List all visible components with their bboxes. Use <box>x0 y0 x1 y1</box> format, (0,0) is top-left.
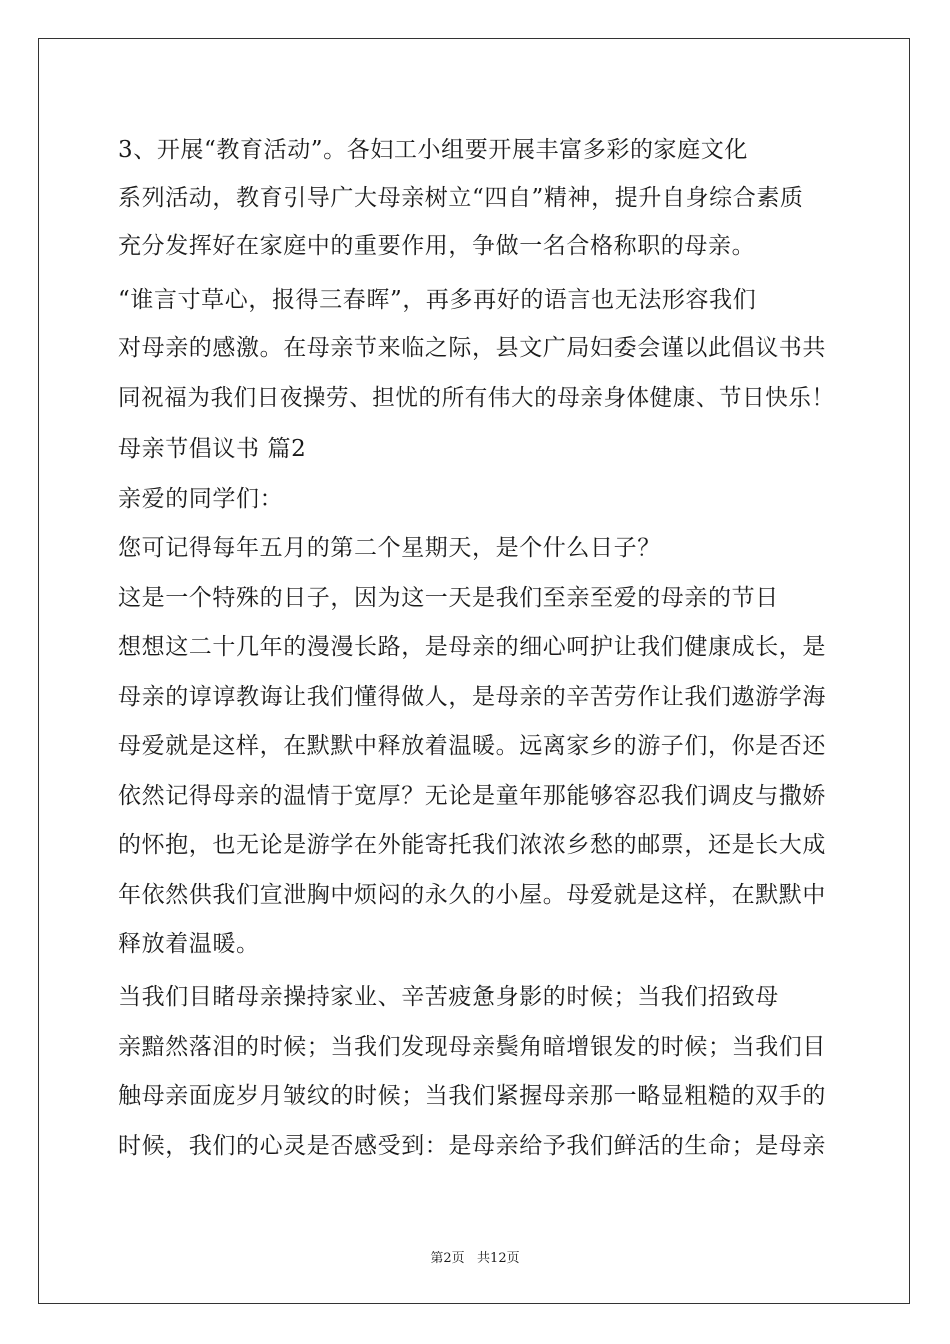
text-line: 依然记得母亲的温情于宽厚？无论是童年那能够容忍我们调皮与撒娇 <box>118 783 826 809</box>
text-line: 充分发挥好在家庭中的重要作用，争做一名合格称职的母亲。 <box>118 233 756 259</box>
text-line: “谁言寸草心，报得三春晖”，再多再好的语言也无法形容我们 <box>118 287 757 313</box>
text-line: 年依然供我们宣泄胸中烦闷的永久的小屋。母爱就是这样，在默默中 <box>118 882 826 908</box>
section-heading: 母亲节倡议书 篇2 <box>118 436 307 462</box>
text-line: 您可记得每年五月的第二个星期天，是个什么日子？ <box>118 535 661 561</box>
text-line: 系列活动，教育引导广大母亲树立“四自”精神，提升自身综合素质 <box>118 185 804 211</box>
page-border <box>38 38 910 1304</box>
text-line: 亲黯然落泪的时候；当我们发现母亲鬓角暗增银发的时候；当我们目 <box>118 1034 826 1060</box>
text-line: 母亲的谆谆教诲让我们懂得做人，是母亲的辛苦劳作让我们遨游学海 <box>118 684 826 710</box>
text-line: 3、开展“教育活动”。各妇工小组要开展丰富多彩的家庭文化 <box>118 137 748 163</box>
text-line: 时候，我们的心灵是否感受到：是母亲给予我们鲜活的生命；是母亲 <box>118 1133 826 1159</box>
salutation: 亲爱的同学们： <box>118 486 284 512</box>
text-line: 这是一个特殊的日子，因为这一天是我们至亲至爱的母亲的节日 <box>118 585 779 611</box>
text-line: 对母亲的感激。在母亲节来临之际，县文广局妇委会谨以此倡议书共 <box>118 335 826 361</box>
text-line: 的怀抱，也无论是游学在外能寄托我们浓浓乡愁的邮票，还是长大成 <box>118 832 826 858</box>
text-line: 释放着温暖。 <box>118 931 260 957</box>
text-line: 母爱就是这样，在默默中释放着温暖。远离家乡的游子们，你是否还 <box>118 733 826 759</box>
text-line: 当我们目睹母亲操持家业、辛苦疲惫身影的时候；当我们招致母 <box>118 984 779 1010</box>
page-number: 第2页 共12页 <box>430 1251 520 1266</box>
text-line: 同祝福为我们日夜操劳、担忧的所有伟大的母亲身体健康、节日快乐！ <box>118 385 835 411</box>
text-line: 触母亲面庞岁月皱纹的时候；当我们紧握母亲那一略显粗糙的双手的 <box>118 1083 826 1109</box>
text-line: 想想这二十几年的漫漫长路，是母亲的细心呵护让我们健康成长，是 <box>118 634 826 660</box>
